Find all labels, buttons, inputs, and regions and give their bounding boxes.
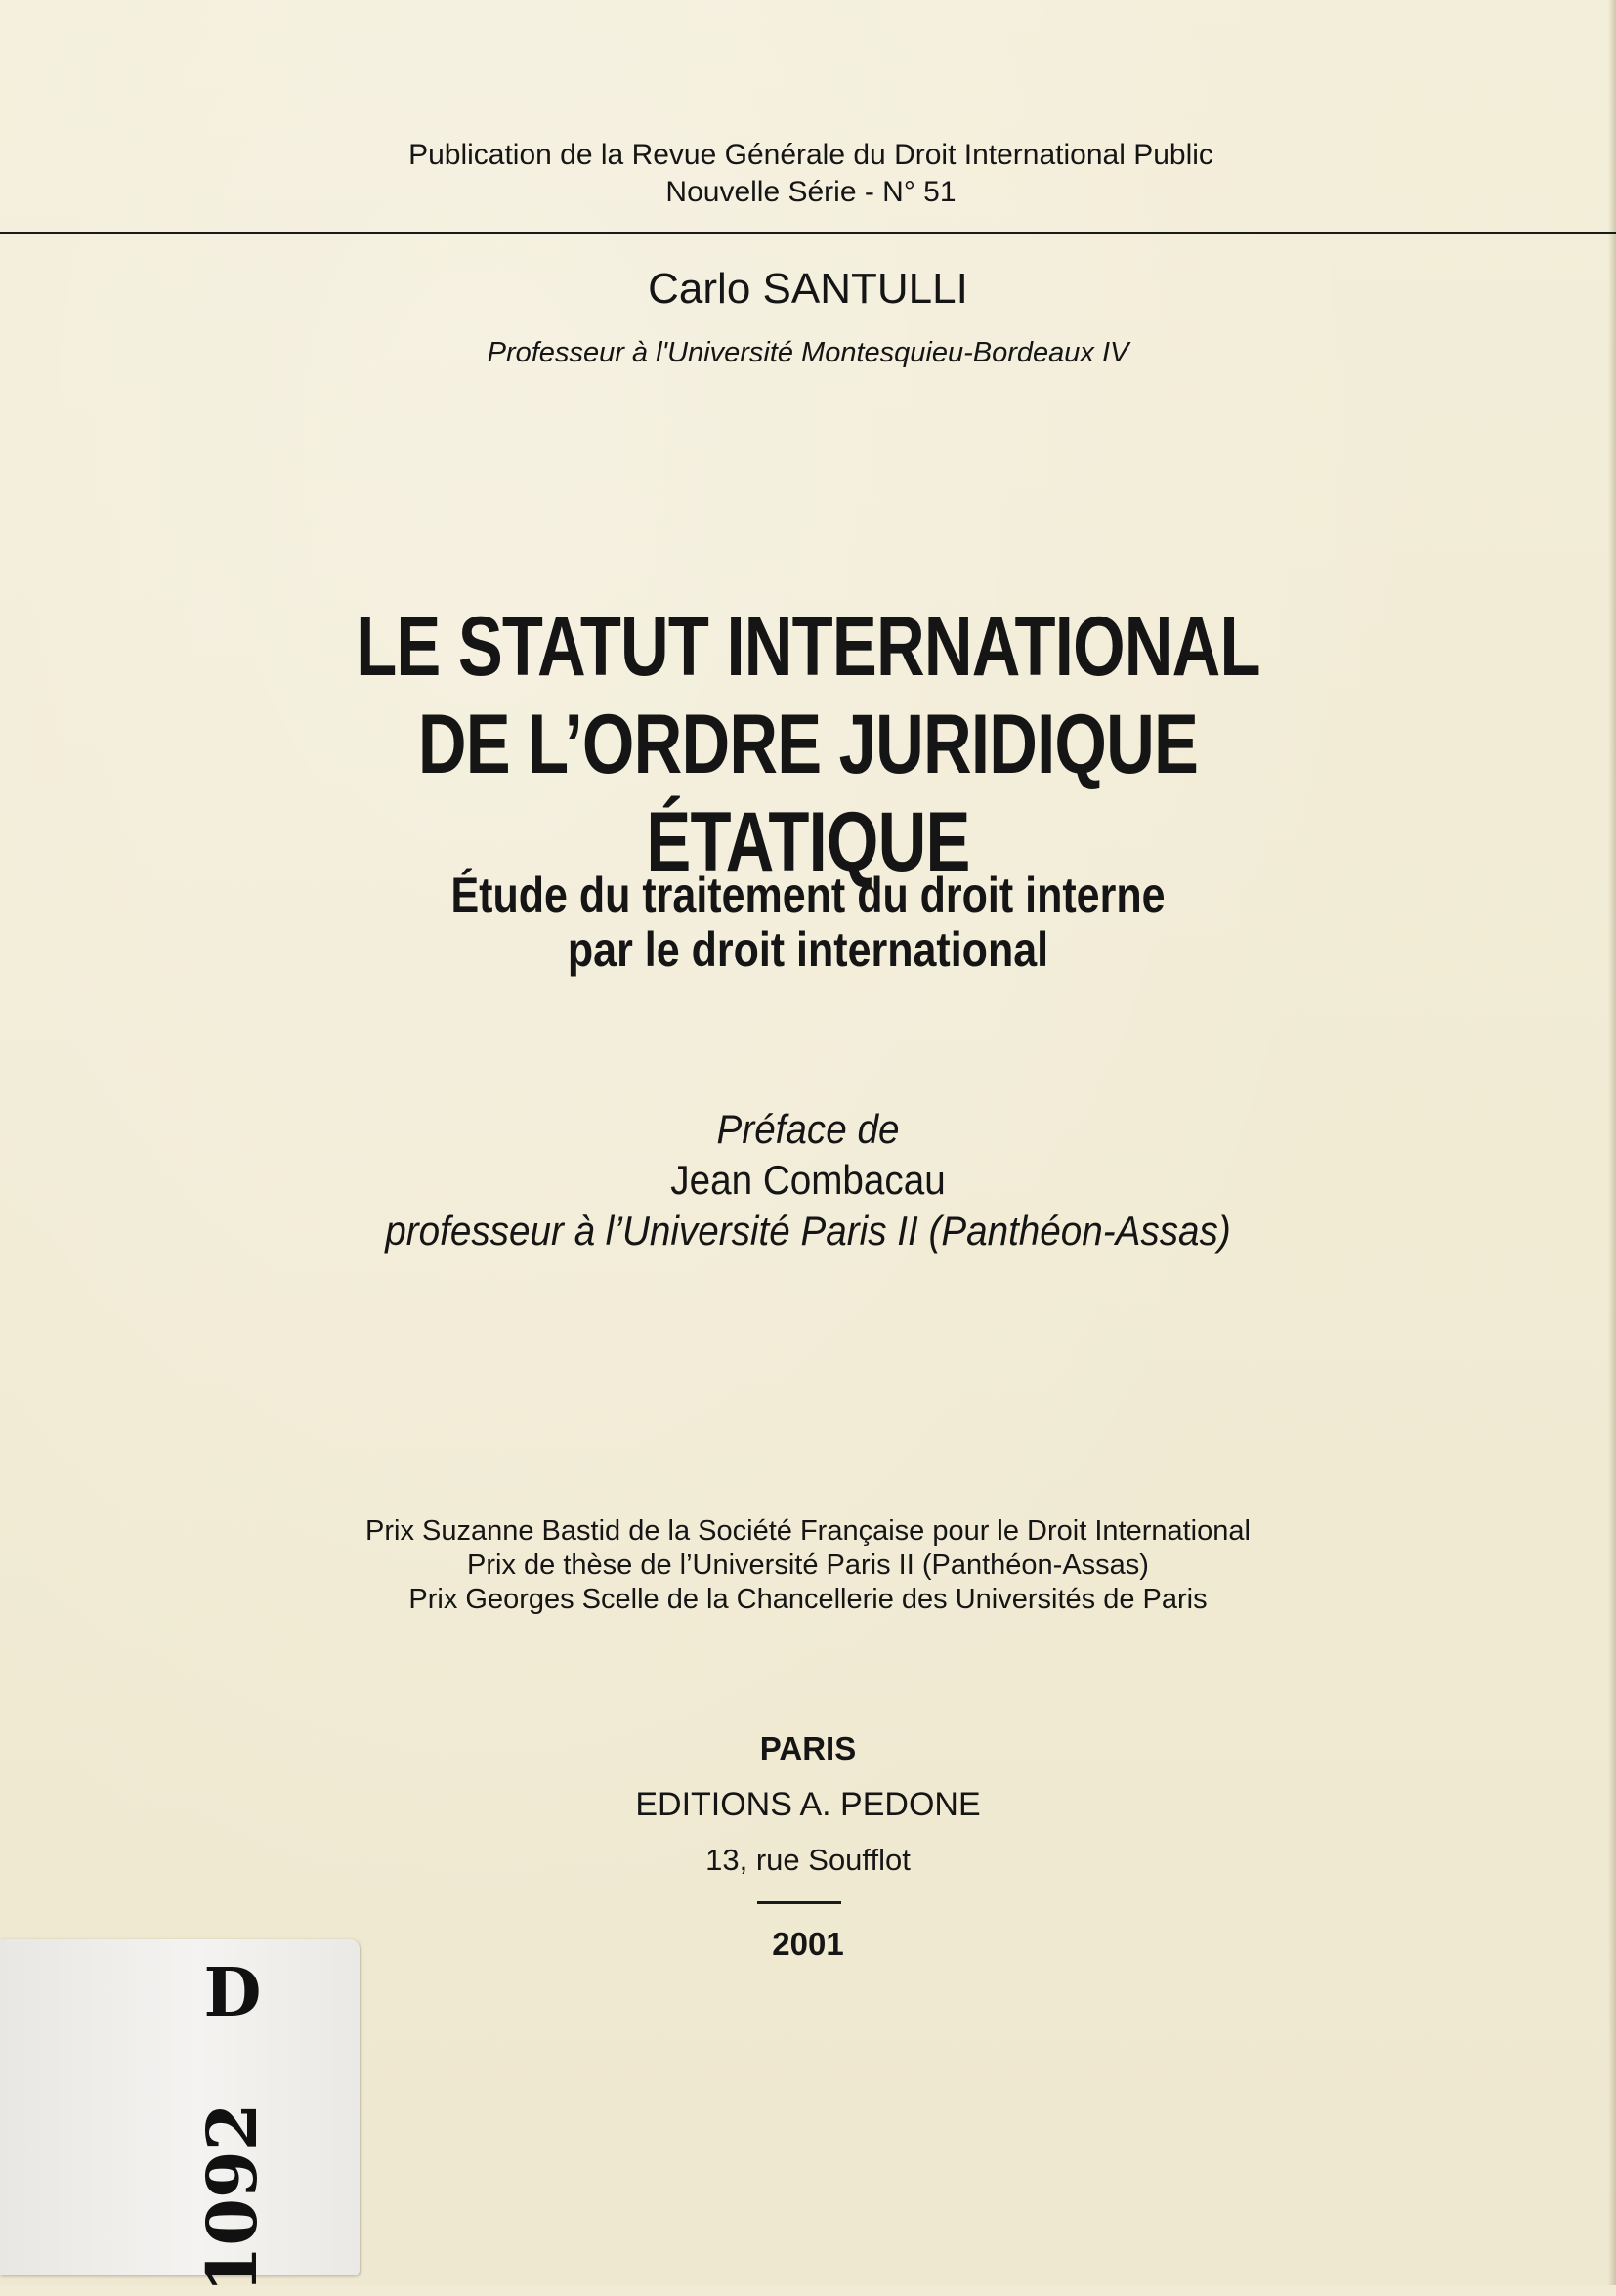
preface-intro: Préface de [716, 1106, 900, 1152]
imprint-publisher: EDITIONS A. PEDONE [635, 1786, 981, 1823]
page-edge-shadow [1608, 0, 1616, 2285]
prize-item: Prix de thèse de l’Université Paris II (Panthéon-Assas) [467, 1550, 1149, 1581]
book-subtitle-line2: par le droit international [567, 922, 1049, 977]
author-affiliation: Professeur à l'Université Montesquieu-Bordeaux IV [487, 337, 1129, 368]
book-title-line2: DE L’ORDRE JURIDIQUE ÉTATIQUE [417, 698, 1199, 889]
imprint-city: PARIS [759, 1730, 857, 1766]
prize-item: Prix Suzanne Bastid de la Société Française pour le Droit International [365, 1515, 1251, 1547]
preface-affiliation: professeur à l’Université Paris II (Panthéon-Assas) [385, 1208, 1231, 1254]
book-title-line1: LE STATUT INTERNATIONAL [356, 600, 1260, 694]
series-header-line1: Publication de la Revue Générale du Droit International Public [408, 139, 1213, 171]
series-header [322, 137, 1299, 211]
book-subtitle [388, 868, 1228, 977]
book-title [339, 598, 1277, 891]
imprint-address: 13, rue Soufflot [705, 1843, 911, 1877]
series-header-line2: Nouvelle Série - N° 51 [665, 176, 957, 208]
shelf-label-letter: D [203, 1954, 262, 2032]
library-shelf-label [0, 1939, 360, 2275]
author-name: Carlo SANTULLI [648, 265, 968, 313]
book-subtitle-line1: Étude du traitement du droit interne [450, 868, 1166, 922]
shelf-label-number: 1092 [191, 2103, 273, 2294]
preface-block [269, 1104, 1347, 1256]
header-rule [0, 232, 1616, 234]
imprint-rule [757, 1901, 841, 1904]
preface-author: Jean Combacau [670, 1157, 946, 1203]
prizes-list [222, 1514, 1394, 1617]
prize-item: Prix Georges Scelle de la Chancellerie des Universités de Paris [408, 1584, 1208, 1615]
imprint-year: 2001 [772, 1926, 844, 1962]
